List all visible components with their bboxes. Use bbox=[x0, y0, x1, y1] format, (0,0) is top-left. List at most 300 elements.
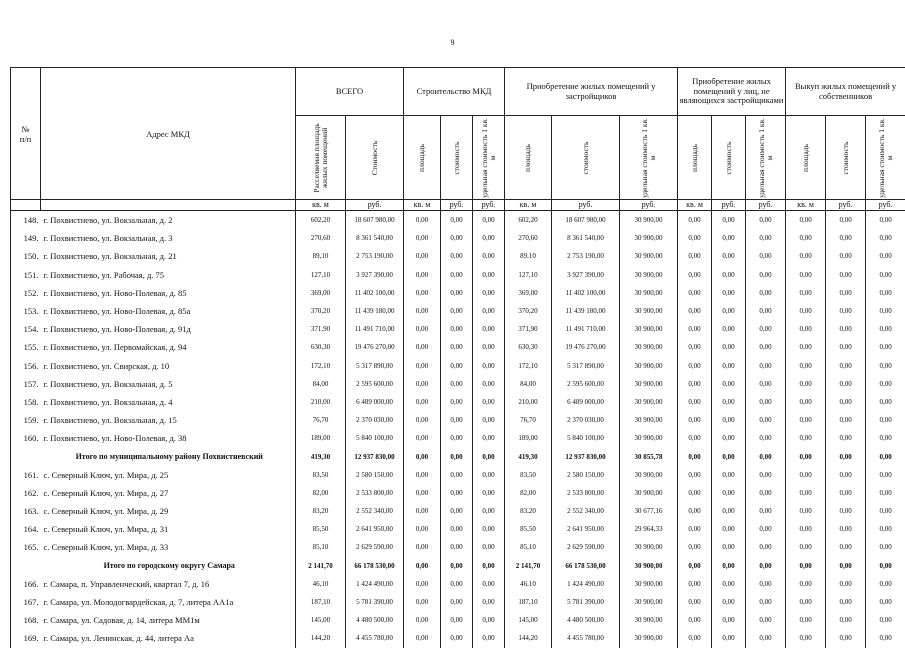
row-number: 169. bbox=[11, 629, 41, 647]
row-value: 30 900,00 bbox=[620, 538, 678, 556]
resettlement-table bbox=[10, 67, 905, 648]
row-value: 0,00 bbox=[473, 502, 505, 520]
row-value: 12 937 830,00 bbox=[346, 447, 404, 465]
row-value: 2 595 600,00 bbox=[346, 375, 404, 393]
row-value: 0,00 bbox=[826, 266, 866, 284]
row-value: 370,20 bbox=[505, 302, 552, 320]
row-value: 5 317 890,00 bbox=[552, 357, 620, 375]
row-value: 0,00 bbox=[712, 429, 746, 447]
row-value: 0,00 bbox=[404, 520, 441, 538]
header-group-buyout-owners: Выкуп жилых помещений у собственников bbox=[786, 68, 905, 116]
row-value: 0,00 bbox=[441, 575, 473, 593]
row-value: 0,00 bbox=[404, 557, 441, 575]
row-address: г. Похвистнево, ул. Вокзальная, д. 3 bbox=[41, 229, 296, 247]
row-value: 30 900,00 bbox=[620, 266, 678, 284]
row-value: 0,00 bbox=[826, 320, 866, 338]
row-value: 0,00 bbox=[678, 357, 712, 375]
row-value: 30 900,00 bbox=[620, 338, 678, 356]
row-value: 0,00 bbox=[678, 520, 712, 538]
row-number: 165. bbox=[11, 538, 41, 556]
row-number bbox=[11, 557, 41, 575]
table-row bbox=[11, 429, 905, 447]
row-value: 0,00 bbox=[678, 466, 712, 484]
row-value: 0,00 bbox=[473, 557, 505, 575]
row-value: 30 900,00 bbox=[620, 557, 678, 575]
row-address: г. Самара, п. Управленческий, квартал 7, д. 16 bbox=[41, 575, 296, 593]
row-number: 160. bbox=[11, 429, 41, 447]
row-value: 6 489 000,00 bbox=[346, 393, 404, 411]
row-value: 2 533 800,00 bbox=[346, 484, 404, 502]
page-number: 9 bbox=[0, 38, 905, 47]
row-value: 11 402 100,00 bbox=[346, 284, 404, 302]
table-row bbox=[11, 375, 905, 393]
row-value: 0,00 bbox=[746, 357, 786, 375]
row-value: 0,00 bbox=[473, 538, 505, 556]
row-value: 0,00 bbox=[404, 229, 441, 247]
row-value: 0,00 bbox=[826, 302, 866, 320]
table-row bbox=[11, 302, 905, 320]
row-value: 172,10 bbox=[296, 357, 346, 375]
row-value: 2 141,70 bbox=[296, 557, 346, 575]
row-value: 30 900,00 bbox=[620, 484, 678, 502]
row-value: 0,00 bbox=[746, 557, 786, 575]
row-value: 83,20 bbox=[296, 502, 346, 520]
row-value: 0,00 bbox=[746, 611, 786, 629]
row-value: 0,00 bbox=[826, 611, 866, 629]
row-value: 1 424 490,00 bbox=[346, 575, 404, 593]
header-sub: Расселяемая площадь жилых помещений bbox=[296, 116, 346, 200]
row-value: 0,00 bbox=[473, 211, 505, 230]
row-value: 4 480 500,00 bbox=[346, 611, 404, 629]
row-value: 0,00 bbox=[678, 375, 712, 393]
row-value: 2 753 190,00 bbox=[346, 247, 404, 265]
row-value: 66 178 530,00 bbox=[552, 557, 620, 575]
row-value: 210,00 bbox=[505, 393, 552, 411]
table-row bbox=[11, 284, 905, 302]
row-value: 630,30 bbox=[296, 338, 346, 356]
row-value: 0,00 bbox=[473, 575, 505, 593]
row-value: 0,00 bbox=[678, 429, 712, 447]
row-value: 187,10 bbox=[296, 593, 346, 611]
row-number: 152. bbox=[11, 284, 41, 302]
row-value: 0,00 bbox=[786, 466, 826, 484]
row-value: 11 439 180,00 bbox=[552, 302, 620, 320]
row-value: 0,00 bbox=[678, 593, 712, 611]
row-value: 0,00 bbox=[786, 284, 826, 302]
row-value: 602,20 bbox=[505, 211, 552, 230]
header-unit: кв. м bbox=[404, 200, 441, 211]
row-address: г. Похвистнево, ул. Вокзальная, д. 4 bbox=[41, 393, 296, 411]
header-sub: Стоимость bbox=[346, 116, 404, 200]
row-value: 0,00 bbox=[866, 520, 905, 538]
row-value: 85,10 bbox=[296, 538, 346, 556]
row-value: 0,00 bbox=[404, 611, 441, 629]
row-value: 270,60 bbox=[505, 229, 552, 247]
row-value: 0,00 bbox=[826, 538, 866, 556]
row-value: 0,00 bbox=[404, 411, 441, 429]
row-value: 0,00 bbox=[678, 557, 712, 575]
row-address: г. Похвистнево, ул. Вокзальная, д. 21 bbox=[41, 247, 296, 265]
row-value: 0,00 bbox=[826, 338, 866, 356]
row-value: 5 317 890,00 bbox=[346, 357, 404, 375]
row-value: 270,60 bbox=[296, 229, 346, 247]
row-value: 11 491 710,00 bbox=[346, 320, 404, 338]
row-value: 12 937 830,00 bbox=[552, 447, 620, 465]
row-value: 2 370 030,00 bbox=[552, 411, 620, 429]
row-value: 30 677,16 bbox=[620, 502, 678, 520]
row-address: с. Северный Ключ, ул. Мира, д. 27 bbox=[41, 484, 296, 502]
row-value: 0,00 bbox=[826, 629, 866, 647]
row-value: 0,00 bbox=[404, 593, 441, 611]
header-unit: руб. bbox=[746, 200, 786, 211]
row-value: 0,00 bbox=[404, 466, 441, 484]
row-value: 0,00 bbox=[746, 447, 786, 465]
row-value: 0,00 bbox=[441, 284, 473, 302]
row-value: 145,00 bbox=[296, 611, 346, 629]
row-value: 0,00 bbox=[826, 575, 866, 593]
header-sub: стоимость bbox=[826, 116, 866, 200]
row-value: 0,00 bbox=[866, 538, 905, 556]
row-value: 0,00 bbox=[473, 484, 505, 502]
row-value: 18 607 980,00 bbox=[552, 211, 620, 230]
row-value: 0,00 bbox=[826, 357, 866, 375]
row-value: 0,00 bbox=[746, 629, 786, 647]
row-value: 0,00 bbox=[746, 247, 786, 265]
row-value: 0,00 bbox=[678, 447, 712, 465]
row-value: 0,00 bbox=[826, 429, 866, 447]
row-value: 0,00 bbox=[441, 466, 473, 484]
row-value: 0,00 bbox=[746, 502, 786, 520]
row-value: 2 595 600,00 bbox=[552, 375, 620, 393]
row-number: 163. bbox=[11, 502, 41, 520]
header-sub: стоимость bbox=[552, 116, 620, 200]
row-value: 19 476 270,00 bbox=[346, 338, 404, 356]
row-value: 0,00 bbox=[712, 266, 746, 284]
subtotal-row bbox=[11, 447, 905, 465]
row-value: 0,00 bbox=[746, 484, 786, 502]
row-value: 0,00 bbox=[786, 393, 826, 411]
row-value: 0,00 bbox=[404, 357, 441, 375]
row-value: 2 641 950,00 bbox=[346, 520, 404, 538]
row-value: 0,00 bbox=[746, 302, 786, 320]
row-value: 0,00 bbox=[866, 357, 905, 375]
row-value: 0,00 bbox=[712, 302, 746, 320]
row-number: 157. bbox=[11, 375, 41, 393]
header-sub: стоимость bbox=[712, 116, 746, 200]
row-value: 0,00 bbox=[473, 266, 505, 284]
table-row bbox=[11, 466, 905, 484]
row-value: 0,00 bbox=[404, 538, 441, 556]
header-unit: руб. bbox=[620, 200, 678, 211]
row-value: 0,00 bbox=[786, 247, 826, 265]
header-unit: кв. м bbox=[678, 200, 712, 211]
row-value: 0,00 bbox=[441, 211, 473, 230]
table-row bbox=[11, 393, 905, 411]
header-row-number: № п/п bbox=[11, 68, 41, 200]
row-value: 0,00 bbox=[826, 284, 866, 302]
row-value: 0,00 bbox=[712, 629, 746, 647]
row-value: 2 641 950,00 bbox=[552, 520, 620, 538]
row-value: 0,00 bbox=[786, 338, 826, 356]
row-value: 0,00 bbox=[866, 284, 905, 302]
row-value: 2 552 340,00 bbox=[346, 502, 404, 520]
row-value: 0,00 bbox=[404, 302, 441, 320]
row-value: 0,00 bbox=[746, 211, 786, 230]
row-value: 2 580 150,00 bbox=[552, 466, 620, 484]
row-value: 89,10 bbox=[296, 247, 346, 265]
row-value: 0,00 bbox=[404, 447, 441, 465]
row-value: 85,50 bbox=[505, 520, 552, 538]
row-address: г. Похвистнево, ул. Вокзальная, д. 5 bbox=[41, 375, 296, 393]
row-value: 0,00 bbox=[473, 411, 505, 429]
row-value: 66 178 530,00 bbox=[346, 557, 404, 575]
row-value: 2 141,70 bbox=[505, 557, 552, 575]
row-address: г. Похвистнево, ул. Свирская, д. 10 bbox=[41, 357, 296, 375]
row-value: 0,00 bbox=[441, 520, 473, 538]
row-value: 0,00 bbox=[746, 538, 786, 556]
row-value: 2 753 190,00 bbox=[552, 247, 620, 265]
row-value: 4 455 780,00 bbox=[346, 629, 404, 647]
row-value: 0,00 bbox=[441, 538, 473, 556]
table-row bbox=[11, 411, 905, 429]
row-value: 0,00 bbox=[712, 411, 746, 429]
row-value: 0,00 bbox=[712, 447, 746, 465]
row-value: 0,00 bbox=[826, 447, 866, 465]
row-value: 0,00 bbox=[746, 338, 786, 356]
table-row bbox=[11, 520, 905, 538]
row-value: 0,00 bbox=[866, 466, 905, 484]
row-value: 0,00 bbox=[712, 284, 746, 302]
row-value: 0,00 bbox=[866, 447, 905, 465]
header-group-total: ВСЕГО bbox=[296, 68, 404, 116]
row-value: 30 900,00 bbox=[620, 629, 678, 647]
row-value: 0,00 bbox=[712, 611, 746, 629]
row-value: 0,00 bbox=[441, 375, 473, 393]
row-value: 2 370 030,00 bbox=[346, 411, 404, 429]
row-value: 5 781 390,00 bbox=[346, 593, 404, 611]
row-value: 172,10 bbox=[505, 357, 552, 375]
row-value: 0,00 bbox=[786, 411, 826, 429]
row-value: 0,00 bbox=[441, 484, 473, 502]
row-value: 2 629 590,00 bbox=[346, 538, 404, 556]
row-number: 167. bbox=[11, 593, 41, 611]
row-value: 30 900,00 bbox=[620, 211, 678, 230]
row-value: 0,00 bbox=[826, 502, 866, 520]
row-value: 0,00 bbox=[786, 593, 826, 611]
row-value: 0,00 bbox=[678, 247, 712, 265]
row-value: 0,00 bbox=[712, 575, 746, 593]
row-value: 0,00 bbox=[866, 502, 905, 520]
row-value: 5 840 100,00 bbox=[552, 429, 620, 447]
row-address: с. Северный Ключ, ул. Мира, д. 31 bbox=[41, 520, 296, 538]
row-value: 30 900,00 bbox=[620, 357, 678, 375]
row-value: 0,00 bbox=[826, 375, 866, 393]
row-value: 371,90 bbox=[505, 320, 552, 338]
row-value: 0,00 bbox=[826, 484, 866, 502]
row-address: с. Северный Ключ, ул. Мира, д. 33 bbox=[41, 538, 296, 556]
table-row bbox=[11, 211, 905, 230]
row-value: 30 900,00 bbox=[620, 575, 678, 593]
row-value: 2 552 340,00 bbox=[552, 502, 620, 520]
row-value: 5 781 390,00 bbox=[552, 593, 620, 611]
row-value: 0,00 bbox=[712, 520, 746, 538]
row-value: 0,00 bbox=[866, 247, 905, 265]
row-value: 30 900,00 bbox=[620, 320, 678, 338]
row-value: 0,00 bbox=[746, 466, 786, 484]
row-value: 0,00 bbox=[866, 575, 905, 593]
row-number: 149. bbox=[11, 229, 41, 247]
row-value: 0,00 bbox=[678, 284, 712, 302]
row-value: 0,00 bbox=[404, 266, 441, 284]
row-value: 19 476 270,00 bbox=[552, 338, 620, 356]
row-value: 0,00 bbox=[746, 575, 786, 593]
row-value: 0,00 bbox=[786, 502, 826, 520]
row-value: 0,00 bbox=[746, 429, 786, 447]
row-value: 371,90 bbox=[296, 320, 346, 338]
row-value: 30 900,00 bbox=[620, 229, 678, 247]
header-sub: удельная стоимость 1 кв. м bbox=[746, 116, 786, 200]
row-value: 0,00 bbox=[866, 429, 905, 447]
row-number: 153. bbox=[11, 302, 41, 320]
row-value: 0,00 bbox=[866, 393, 905, 411]
row-value: 0,00 bbox=[473, 284, 505, 302]
row-number: 161. bbox=[11, 466, 41, 484]
row-value: 0,00 bbox=[441, 411, 473, 429]
row-value: 30 900,00 bbox=[620, 466, 678, 484]
row-value: 1 424 490,00 bbox=[552, 575, 620, 593]
row-value: 83,50 bbox=[296, 466, 346, 484]
row-address: г. Похвистнево, ул. Рабочая, д. 75 bbox=[41, 266, 296, 284]
row-value: 30 900,00 bbox=[620, 284, 678, 302]
row-value: 0,00 bbox=[826, 393, 866, 411]
row-value: 4 455 780,00 bbox=[552, 629, 620, 647]
row-value: 0,00 bbox=[746, 229, 786, 247]
row-value: 187,10 bbox=[505, 593, 552, 611]
row-value: 419,30 bbox=[296, 447, 346, 465]
row-value: 0,00 bbox=[404, 575, 441, 593]
table-row bbox=[11, 502, 905, 520]
header-unit: руб. bbox=[712, 200, 746, 211]
row-value: 0,00 bbox=[441, 338, 473, 356]
row-value: 0,00 bbox=[712, 557, 746, 575]
row-value: 0,00 bbox=[866, 629, 905, 647]
row-value: 0,00 bbox=[746, 520, 786, 538]
row-value: 0,00 bbox=[712, 357, 746, 375]
row-value: 0,00 bbox=[473, 447, 505, 465]
row-value: 210,00 bbox=[296, 393, 346, 411]
row-value: 0,00 bbox=[678, 302, 712, 320]
row-value: 0,00 bbox=[786, 211, 826, 230]
row-value: 0,00 bbox=[712, 538, 746, 556]
row-value: 0,00 bbox=[826, 466, 866, 484]
row-value: 0,00 bbox=[473, 593, 505, 611]
row-number: 168. bbox=[11, 611, 41, 629]
row-value: 0,00 bbox=[678, 629, 712, 647]
header-unit: руб. bbox=[346, 200, 404, 211]
row-value: 0,00 bbox=[473, 629, 505, 647]
row-value: 0,00 bbox=[441, 557, 473, 575]
header-unit: руб. bbox=[473, 200, 505, 211]
row-value: 89,10 bbox=[505, 247, 552, 265]
header-group-purchase-non-developers: Приобретение жилых помещений у лиц, не являющихся застройщиками bbox=[678, 68, 786, 116]
row-address: г. Похвистнево, ул. Ново-Полевая, д. 85 bbox=[41, 284, 296, 302]
row-value: 76,70 bbox=[296, 411, 346, 429]
row-address: г. Похвистнево, ул. Ново-Полевая, д. 38 bbox=[41, 429, 296, 447]
row-value: 84,00 bbox=[505, 375, 552, 393]
header-group-purchase-developers: Приобретение жилых помещений у застройщиков bbox=[505, 68, 678, 116]
row-value: 85,50 bbox=[296, 520, 346, 538]
header-sub: площадь bbox=[505, 116, 552, 200]
row-value: 0,00 bbox=[712, 338, 746, 356]
row-value: 0,00 bbox=[678, 575, 712, 593]
row-value: 29 964,33 bbox=[620, 520, 678, 538]
row-value: 0,00 bbox=[404, 338, 441, 356]
row-address: г. Самара, ул. Молодогвардейская, д. 7, литера АА1а bbox=[41, 593, 296, 611]
row-value: 18 607 980,00 bbox=[346, 211, 404, 230]
header-sub: площадь bbox=[404, 116, 441, 200]
header-unit: руб. bbox=[552, 200, 620, 211]
row-value: 0,00 bbox=[786, 375, 826, 393]
row-value: 602,20 bbox=[296, 211, 346, 230]
row-value: 370,20 bbox=[296, 302, 346, 320]
row-address: г. Похвистнево, ул. Ново-Полевая, д. 85а bbox=[41, 302, 296, 320]
row-value: 0,00 bbox=[826, 247, 866, 265]
row-value: 0,00 bbox=[473, 393, 505, 411]
row-value: 0,00 bbox=[404, 484, 441, 502]
row-value: 0,00 bbox=[866, 266, 905, 284]
row-value: 0,00 bbox=[441, 611, 473, 629]
header-unit-spacer bbox=[41, 200, 296, 211]
row-value: 0,00 bbox=[678, 266, 712, 284]
row-value: 30 900,00 bbox=[620, 375, 678, 393]
row-value: 6 489 000,00 bbox=[552, 393, 620, 411]
row-value: 0,00 bbox=[866, 211, 905, 230]
row-value: 0,00 bbox=[441, 447, 473, 465]
row-address: г. Похвистнево, ул. Вокзальная, д. 15 bbox=[41, 411, 296, 429]
row-value: 30 900,00 bbox=[620, 429, 678, 447]
row-value: 0,00 bbox=[866, 593, 905, 611]
row-value: 0,00 bbox=[441, 229, 473, 247]
row-address: Итого по городскому округу Самара bbox=[41, 557, 296, 575]
row-value: 0,00 bbox=[866, 229, 905, 247]
row-value: 145,00 bbox=[505, 611, 552, 629]
row-value: 0,00 bbox=[786, 629, 826, 647]
row-value: 0,00 bbox=[473, 247, 505, 265]
header-unit: кв. м bbox=[786, 200, 826, 211]
table-row bbox=[11, 538, 905, 556]
header-unit: руб. bbox=[826, 200, 866, 211]
row-value: 11 491 710,00 bbox=[552, 320, 620, 338]
row-value: 0,00 bbox=[712, 320, 746, 338]
header-sub: стоимость bbox=[441, 116, 473, 200]
row-value: 189,00 bbox=[296, 429, 346, 447]
row-value: 0,00 bbox=[712, 502, 746, 520]
table-row bbox=[11, 338, 905, 356]
row-number: 151. bbox=[11, 266, 41, 284]
row-number: 156. bbox=[11, 357, 41, 375]
table-row bbox=[11, 247, 905, 265]
row-value: 5 840 100,00 bbox=[346, 429, 404, 447]
row-value: 0,00 bbox=[404, 320, 441, 338]
row-value: 144,20 bbox=[505, 629, 552, 647]
row-value: 30 900,00 bbox=[620, 393, 678, 411]
row-value: 8 361 540,00 bbox=[346, 229, 404, 247]
table-row bbox=[11, 357, 905, 375]
row-value: 0,00 bbox=[678, 320, 712, 338]
row-value: 0,00 bbox=[441, 629, 473, 647]
row-value: 0,00 bbox=[473, 429, 505, 447]
table-row bbox=[11, 320, 905, 338]
